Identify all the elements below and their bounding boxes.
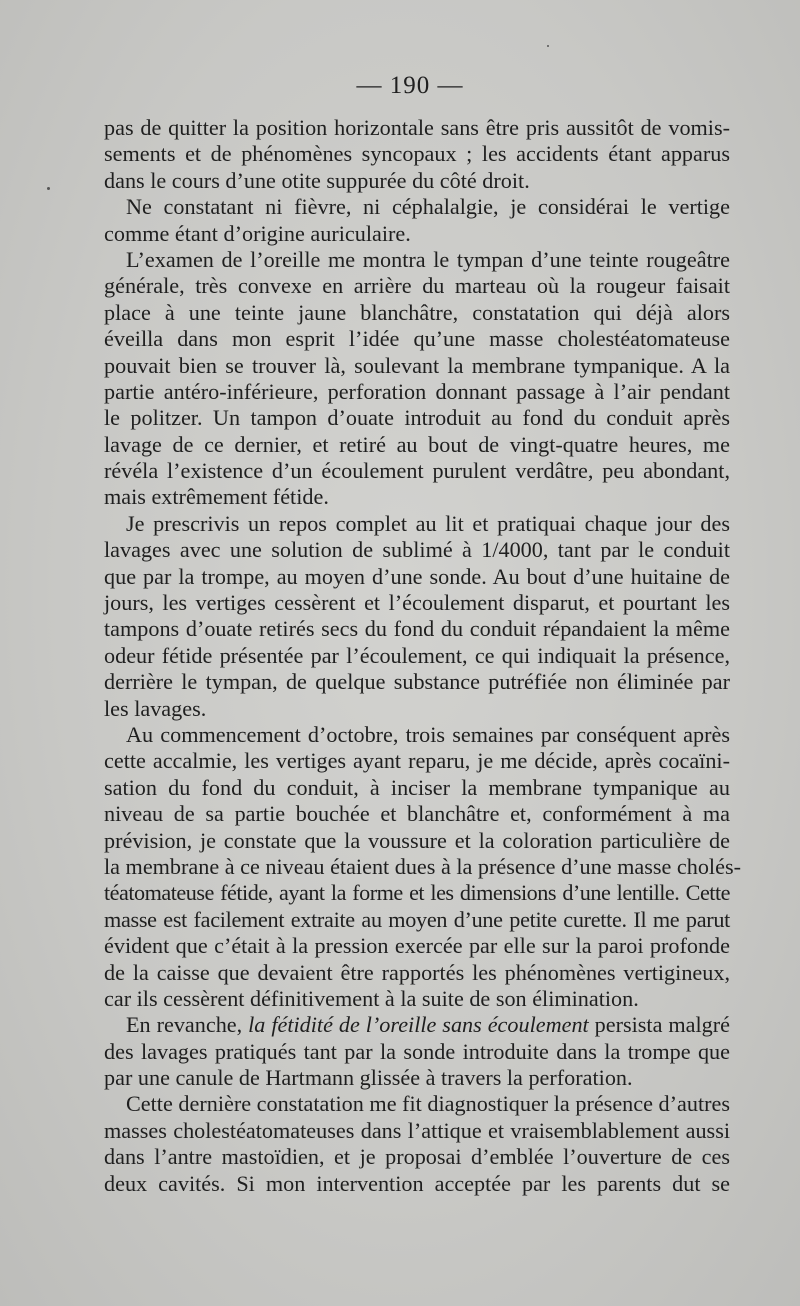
text-line: éveilla dans mon esprit l’idée qu’une masse cholestéatomateuse bbox=[104, 326, 730, 352]
text-line: de la caisse que devaient être rapportés les phénomènes vertigineux, bbox=[104, 959, 730, 985]
text-line: derrière le tympan, de quelque substance putréfiée non éliminée par bbox=[104, 669, 730, 695]
text-line: niveau de sa partie bouchée et blanchâtre et, conformément à ma bbox=[104, 801, 730, 827]
text-line: deux cavités. Si mon intervention acceptée par les parents dut se bbox=[104, 1170, 730, 1196]
italic-phrase: la fétidité de l’oreille sans écoulement bbox=[248, 1012, 589, 1038]
text-line: car ils cessèrent définitivement à la suite de son élimination. bbox=[104, 985, 639, 1011]
text-line: Cette dernière constatation me fit diagnostiquer la présence d’autres bbox=[126, 1091, 730, 1117]
text-line: lavages avec une solution de sublimé à 1/4000, tant par le conduit bbox=[104, 537, 730, 563]
text-line: par une canule de Hartmann glissée à travers la perforation. bbox=[104, 1065, 633, 1091]
text-line: évident que c’était à la pression exercée par elle sur la paroi profonde bbox=[104, 933, 730, 959]
text-line: prévision, je constate que la voussure et la coloration particulière de bbox=[104, 827, 730, 853]
text-line: cette accalmie, les vertiges ayant reparu, je me décide, après cocaïni- bbox=[104, 748, 730, 774]
text-line: comme étant d’origine auriculaire. bbox=[104, 220, 411, 246]
text-line: masse est facilement extraite au moyen d’une petite curette. Il me parut bbox=[104, 906, 730, 932]
text-line: Je prescrivis un repos complet au lit et pratiquai chaque jour des bbox=[126, 510, 730, 536]
text-line: la membrane à ce niveau étaient dues à la présence d’une masse cholés- bbox=[104, 853, 741, 879]
text-line: dans le cours d’une otite suppurée du côté droit. bbox=[104, 167, 530, 193]
text-line: sements et de phénomènes syncopaux ; les accidents étant apparus bbox=[104, 141, 730, 167]
text-line: odeur fétide présentée par l’écoulement, ce qui indiquait la présence, bbox=[104, 642, 730, 668]
print-speck bbox=[547, 45, 549, 47]
text-line: pouvait bien se trouver là, soulevant la membrane tympanique. A la bbox=[104, 352, 730, 378]
body-text bbox=[104, 115, 741, 1197]
text-line: des lavages pratiqués tant par la sonde introduite dans la trompe que bbox=[104, 1038, 730, 1064]
text-segment: persista malgré bbox=[588, 1012, 730, 1038]
print-speck bbox=[47, 187, 50, 190]
text-line: L’examen de l’oreille me montra le tympan d’une teinte rougeâtre bbox=[126, 246, 730, 272]
text-line: jours, les vertiges cessèrent et l’écoulement disparut, et pourtant les bbox=[104, 590, 730, 616]
text-line-italic-phrase bbox=[104, 1012, 730, 1038]
text-line: Au commencement d’octobre, trois semaines par conséquent après bbox=[126, 721, 730, 747]
text-line: révéla l’existence d’un écoulement purulent verdâtre, peu abondant, bbox=[104, 458, 730, 484]
text-line: lavage de ce dernier, et retiré au bout de vingt-quatre heures, me bbox=[104, 431, 730, 457]
page-number: — 190 — bbox=[356, 72, 464, 99]
text-line: les lavages. bbox=[104, 695, 207, 721]
text-line: sation du fond du conduit, à inciser la membrane tympanique au bbox=[104, 774, 730, 800]
text-line: dans l’antre mastoïdien, et je proposai d’emblée l’ouverture de ces bbox=[104, 1144, 730, 1170]
text-line: pas de quitter la position horizontale sans être pris aussitôt de vomis- bbox=[104, 115, 730, 140]
text-line: générale, très convexe en arrière du marteau où la rougeur faisait bbox=[104, 273, 730, 299]
text-segment: En revanche, bbox=[126, 1012, 249, 1038]
text-line: le politzer. Un tampon d’ouate introduit au fond du conduit après bbox=[104, 405, 730, 431]
text-line: téatomateuse fétide, ayant la forme et les dimensions d’une lentille. Cette bbox=[104, 880, 730, 906]
text-line: mais extrêmement fétide. bbox=[104, 484, 329, 510]
text-line: tampons d’ouate retirés secs du fond du conduit répandaient la même bbox=[104, 616, 730, 642]
text-line: place à une teinte jaune blanchâtre, constatation qui déjà alors bbox=[104, 299, 730, 325]
text-line: que par la trompe, au moyen d’une sonde. Au bout d’une huitaine de bbox=[104, 563, 730, 589]
text-line: Ne constatant ni fièvre, ni céphalalgie, je considérai le vertige bbox=[126, 194, 730, 220]
text-line: masses cholestéatomateuses dans l’attique et vraisemblablement aussi bbox=[104, 1117, 730, 1143]
text-line: partie antéro-inférieure, perforation donnant passage à l’air pendant bbox=[104, 378, 730, 404]
